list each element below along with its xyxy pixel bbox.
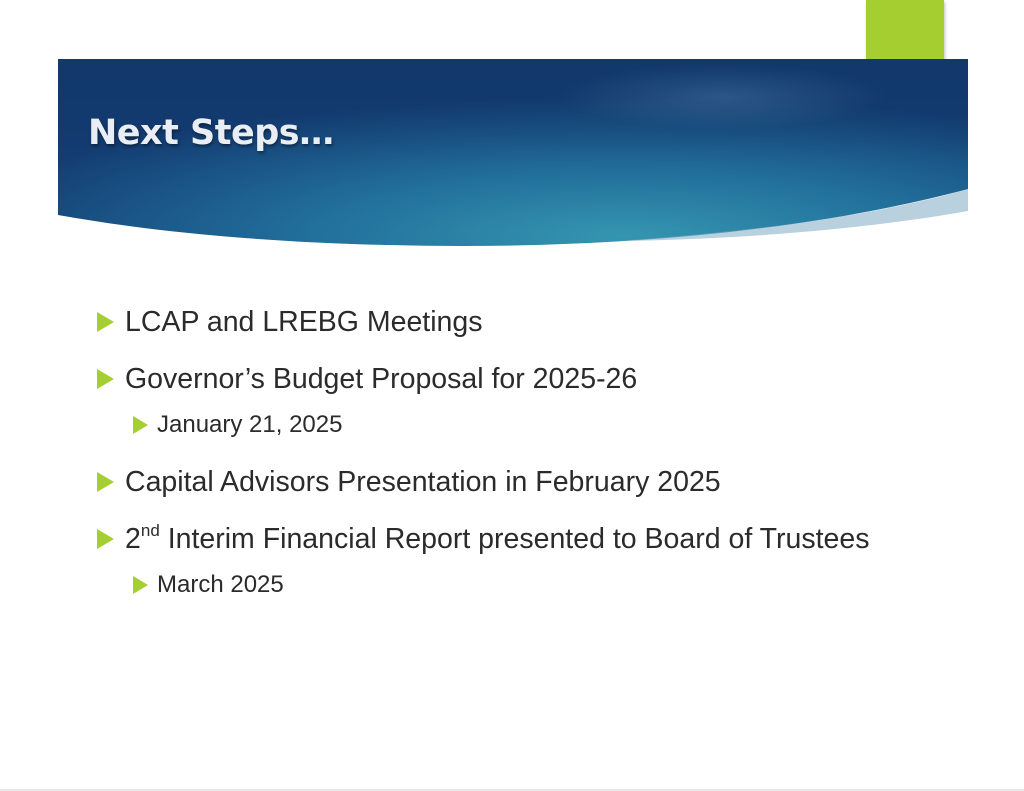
list-item-text: Interim Financial Report presented to Board of Trustees xyxy=(159,523,870,555)
triangle-right-icon xyxy=(133,576,148,594)
triangle-right-icon xyxy=(133,416,148,434)
list-item-text: Capital Advisors Presentation in February 2025 xyxy=(125,466,721,498)
sub-list-item-text: March 2025 xyxy=(157,571,284,598)
ordinal-superscript: nd xyxy=(140,521,160,540)
sub-list-item-text: January 21, 2025 xyxy=(157,411,343,438)
bullet-list xyxy=(97,300,937,620)
title-band xyxy=(58,59,968,249)
triangle-right-icon xyxy=(97,529,114,549)
list-item xyxy=(97,357,937,401)
sub-list-item xyxy=(97,568,937,602)
triangle-right-icon xyxy=(97,369,114,389)
slide-title: Next Steps… xyxy=(88,113,334,153)
sub-list-item xyxy=(97,408,937,442)
list-item-text: LCAP and LREBG Meetings xyxy=(125,306,483,338)
triangle-right-icon xyxy=(97,312,114,332)
triangle-right-icon xyxy=(97,472,114,492)
list-item xyxy=(97,300,937,344)
list-item-text: Governor’s Budget Proposal for 2025-26 xyxy=(125,363,638,395)
list-item-prefix: 2 xyxy=(125,523,141,555)
list-item xyxy=(97,460,937,504)
list-item xyxy=(97,517,937,561)
